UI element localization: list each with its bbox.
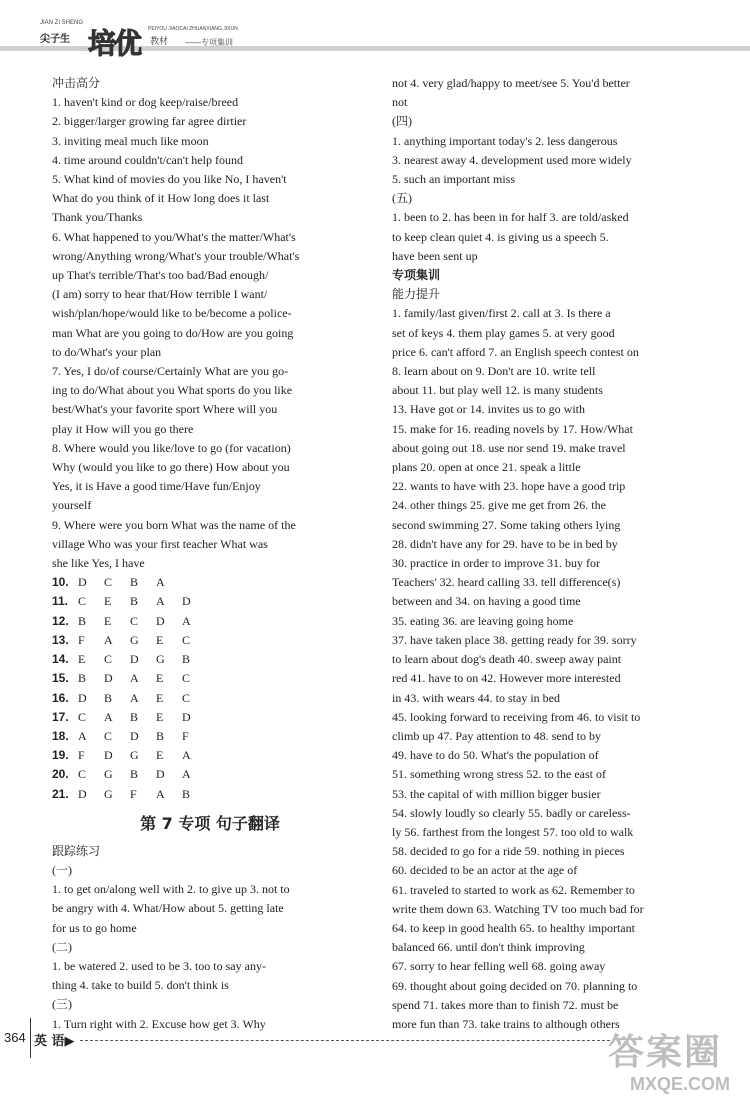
section-heading: 专项集训 bbox=[392, 268, 441, 283]
answer-line: 51. something wrong stress 52. to the east of bbox=[392, 767, 606, 782]
answer-letter: E bbox=[156, 748, 164, 763]
answer-line: not 4. very glad/happy to meet/see 5. You'd better bbox=[392, 76, 630, 90]
answer-key-row bbox=[52, 727, 368, 746]
answer-letter: B bbox=[182, 786, 191, 801]
answer-line: 37. have taken place 38. getting ready for 39. sorry bbox=[392, 632, 637, 647]
answer-line: 7. Yes, I do/of course/Certainly What are you go- bbox=[52, 364, 289, 379]
answer-letter: C bbox=[182, 690, 191, 705]
answer-letter: B bbox=[130, 594, 139, 609]
answer-line: she like Yes, I have bbox=[52, 556, 145, 571]
answer-line: climb up 47. Pay attention to 48. send to by bbox=[392, 728, 601, 743]
answer-letter: A bbox=[156, 575, 165, 590]
answer-line: plans 20. open at once 21. speak a little bbox=[392, 460, 581, 475]
answer-line: 5. What kind of movies do you like No, I haven't bbox=[52, 172, 287, 187]
answer-line: 1. haven't kind or dog keep/raise/breed bbox=[52, 95, 239, 110]
answer-letter: C bbox=[182, 671, 191, 686]
subject-label: 英 语▶ bbox=[34, 1034, 75, 1049]
section-heading: 跟踪练习 bbox=[52, 843, 101, 858]
answer-line: 61. traveled to started to work as 62. Remember to bbox=[392, 882, 635, 897]
answer-block bbox=[52, 880, 368, 938]
answer-letter: A bbox=[78, 728, 87, 743]
question-number: 13. bbox=[52, 632, 69, 647]
answer-line: 3. nearest away 4. development used more widely bbox=[392, 152, 632, 167]
answer-letter: D bbox=[78, 690, 87, 705]
answer-letter: E bbox=[104, 613, 112, 628]
answer-letter: D bbox=[78, 786, 87, 801]
answer-letter: F bbox=[130, 786, 137, 801]
answer-line: play it How will you go there bbox=[52, 421, 194, 436]
answer-letter: B bbox=[130, 767, 139, 782]
answer-line: 8. Where would you like/love to go (for vacation) bbox=[52, 440, 291, 455]
answer-line: 58. decided to go for a ride 59. nothing in pieces bbox=[392, 844, 625, 859]
answer-line: second swimming 27. Some taking others lying bbox=[392, 517, 621, 532]
answer-line: 28. didn't have any for 29. have to be in bed by bbox=[392, 536, 618, 551]
answer-line: 1. anything important today's 2. less dangerous bbox=[392, 133, 618, 148]
question-number: 15. bbox=[52, 671, 69, 686]
answer-line: 49. have to do 50. What's the population of bbox=[392, 748, 599, 763]
answer-line: to do/What's your plan bbox=[52, 344, 162, 359]
answer-line: 8. learn about on 9. Don't are 10. write tell bbox=[392, 364, 596, 379]
answer-key-table bbox=[52, 573, 368, 803]
answer-letter: C bbox=[78, 767, 87, 782]
answer-line: ing to do/What about you What sports do you like bbox=[52, 383, 293, 398]
question-number: 21. bbox=[52, 786, 69, 801]
answer-line: 60. decided to be an actor at the age of bbox=[392, 863, 578, 878]
answer-line: wish/plan/hope/would like to be/become a police- bbox=[52, 306, 292, 321]
answer-line: 5. such an important miss bbox=[392, 172, 515, 187]
answer-block bbox=[52, 957, 368, 995]
answer-letter: B bbox=[78, 671, 87, 686]
answer-line: balanced 66. until don't think improving bbox=[392, 940, 585, 955]
answer-line: village Who was your first teacher What was bbox=[52, 536, 268, 551]
answer-line: yourself bbox=[52, 498, 92, 513]
part-label: (一) bbox=[52, 862, 72, 877]
question-number: 10. bbox=[52, 575, 69, 590]
answer-line: in 43. with wears 44. to stay in bed bbox=[392, 690, 560, 705]
answer-letter: B bbox=[130, 575, 139, 590]
answer-line: 13. Have got or 14. invites us to go with bbox=[392, 402, 585, 417]
answer-line: 54. slowly loudly so clearly 55. badly or careless- bbox=[392, 805, 631, 820]
answer-line: write them down 63. Watching TV too much bad for bbox=[392, 901, 644, 916]
answer-letter: F bbox=[78, 632, 85, 647]
answer-key-row bbox=[52, 669, 368, 688]
answer-line: 30. practice in order to improve 31. buy for bbox=[392, 556, 600, 571]
answer-letter: D bbox=[182, 594, 191, 609]
answer-line: 1. to get on/along well with 2. to give up 3. not to bbox=[52, 882, 290, 897]
answer-line: 1. been to 2. has been in for half 3. are told/asked bbox=[392, 210, 629, 225]
answer-line: 45. looking forward to receiving from 46. to visit to bbox=[392, 709, 641, 724]
answer-letter: E bbox=[156, 690, 164, 705]
answer-line: about 11. but play well 12. is many students bbox=[392, 383, 603, 398]
footer-divider bbox=[30, 1018, 31, 1058]
part-label: (三) bbox=[52, 997, 72, 1012]
answer-line: man What are you going to do/How are you going bbox=[52, 325, 294, 340]
answer-letter: A bbox=[130, 671, 139, 686]
answer-letter: F bbox=[182, 728, 189, 743]
answer-key-row bbox=[52, 708, 368, 727]
right-column bbox=[392, 74, 708, 1034]
answer-line: thing 4. take to build 5. don't think is bbox=[52, 978, 229, 993]
answer-line: more fun than 73. take trains to although others bbox=[392, 1016, 620, 1031]
answer-letter: C bbox=[182, 632, 191, 647]
left-column bbox=[52, 74, 368, 1034]
answer-line: Why (would you like to go there) How about you bbox=[52, 460, 290, 475]
answer-line: ly 56. farthest from the longest 57. too old to walk bbox=[392, 824, 634, 839]
question-number: 20. bbox=[52, 767, 69, 782]
logo-tag: 教材 bbox=[150, 36, 169, 46]
answer-line: Yes, it is Have a good time/Have fun/Enjoy bbox=[52, 479, 261, 494]
answer-letter: A bbox=[182, 748, 191, 763]
watermark-url: MXQE.COM bbox=[630, 1074, 731, 1094]
answer-letter: B bbox=[156, 728, 165, 743]
answer-letter: C bbox=[104, 728, 113, 743]
logo-small-text: 尖子生 bbox=[40, 34, 70, 45]
page-header bbox=[0, 0, 750, 68]
chapter-title: 第 7 专项 句子翻译 bbox=[140, 813, 280, 833]
answer-letter: F bbox=[78, 748, 85, 763]
answer-letter: C bbox=[78, 594, 87, 609]
answer-line: best/What's your favorite sport Where will you bbox=[52, 402, 278, 417]
answer-line: Thank you/Thanks bbox=[52, 210, 143, 225]
answer-key-row bbox=[52, 631, 368, 650]
answer-letter: C bbox=[104, 575, 113, 590]
answer-letter: E bbox=[156, 671, 164, 686]
logo-big-text: 培优 bbox=[88, 27, 141, 60]
answer-letter: D bbox=[78, 575, 87, 590]
answer-key-row bbox=[52, 592, 368, 611]
answer-line: for us to go home bbox=[52, 920, 137, 935]
answer-letter: C bbox=[130, 613, 139, 628]
answer-line: Teachers' 32. heard calling 33. tell difference(s) bbox=[392, 575, 621, 590]
section-heading: 能力提升 bbox=[392, 287, 441, 302]
page-number: 364 bbox=[4, 1030, 26, 1045]
answer-block bbox=[392, 132, 708, 190]
answer-key-row bbox=[52, 573, 368, 592]
answer-letter: D bbox=[156, 767, 165, 782]
answer-letter: A bbox=[182, 767, 191, 782]
answer-letter: G bbox=[104, 767, 113, 782]
answer-key-row bbox=[52, 765, 368, 784]
answer-line: 3. inviting meal much like moon bbox=[52, 133, 209, 148]
answer-key-row bbox=[52, 650, 368, 669]
answer-line: between and 34. on having a good time bbox=[392, 594, 581, 609]
answer-block bbox=[392, 208, 708, 266]
answer-letter: D bbox=[104, 748, 113, 763]
answer-line: wrong/Anything wrong/What's your trouble/What's bbox=[52, 248, 300, 263]
part-label: (五) bbox=[392, 191, 412, 206]
logo-subtitle: ——专项集训 bbox=[185, 38, 233, 47]
answer-line: about going out 18. use nor send 19. make travel bbox=[392, 440, 626, 455]
answer-letter: D bbox=[130, 652, 139, 667]
question-number: 11. bbox=[52, 594, 69, 609]
answer-line: 9. Where were you born What was the name of the bbox=[52, 517, 296, 532]
answer-line: What do you think of it How long does it last bbox=[52, 191, 270, 206]
answer-letter: B bbox=[78, 613, 87, 628]
answer-letter: A bbox=[104, 632, 113, 647]
answer-line: be angry with 4. What/How about 5. getting late bbox=[52, 901, 284, 916]
question-number: 16. bbox=[52, 690, 69, 705]
answer-line: spend 71. takes more than to finish 72. must be bbox=[392, 997, 619, 1012]
answer-line: up That's terrible/That's too bad/Bad enough/ bbox=[52, 268, 269, 283]
answer-key-row bbox=[52, 612, 368, 631]
answer-line: 1. Turn right with 2. Excuse how get 3. Why bbox=[52, 1016, 266, 1031]
answer-line: 35. eating 36. are leaving going home bbox=[392, 613, 574, 628]
part-label: (二) bbox=[52, 939, 72, 954]
answer-letter: C bbox=[104, 652, 113, 667]
answer-letter: G bbox=[104, 786, 113, 801]
answer-block bbox=[392, 304, 708, 1034]
question-number: 18. bbox=[52, 728, 69, 743]
answer-line: (I am) sorry to hear that/How terrible I want/ bbox=[52, 287, 268, 302]
answer-line: 1. family/last given/first 2. call at 3. Is there a bbox=[392, 306, 611, 321]
answer-letter: G bbox=[130, 748, 139, 763]
answer-line: to learn about dog's death 40. sweep away paint bbox=[392, 652, 622, 667]
answer-letter: G bbox=[156, 652, 165, 667]
answer-line: have been sent up bbox=[392, 248, 478, 263]
answer-letter: A bbox=[182, 613, 191, 628]
part-label: (四) bbox=[392, 114, 412, 129]
logo-pinyin-big: PEIYOU JIAOCAI ZHUANXIANG JIXUN bbox=[148, 26, 238, 32]
answer-line: 4. time around couldn't/can't help found bbox=[52, 152, 243, 167]
question-number: 19. bbox=[52, 748, 69, 763]
answer-letter: B bbox=[130, 709, 139, 724]
answer-line: not bbox=[392, 95, 408, 110]
answer-letter: A bbox=[156, 594, 165, 609]
answer-letter: G bbox=[130, 632, 139, 647]
answer-letter: E bbox=[78, 652, 86, 667]
answer-key-row bbox=[52, 689, 368, 708]
section-heading: 冲击高分 bbox=[52, 76, 101, 90]
answer-line: 69. thought about going decided on 70. planning to bbox=[392, 978, 638, 993]
answer-letter: D bbox=[104, 671, 113, 686]
answer-key-row bbox=[52, 785, 368, 804]
answer-letter: A bbox=[104, 709, 113, 724]
answer-line: 2. bigger/larger growing far agree dirtier bbox=[52, 114, 247, 129]
logo-pinyin-small: JIAN ZI SHENG bbox=[40, 20, 84, 26]
answer-line: red 41. have to on 42. However more interested bbox=[392, 671, 621, 686]
answer-letter: B bbox=[182, 652, 191, 667]
question-number: 17. bbox=[52, 709, 69, 724]
answer-block bbox=[392, 74, 708, 112]
question-number: 12. bbox=[52, 613, 69, 628]
answer-letter: D bbox=[130, 728, 139, 743]
answer-line: set of keys 4. them play games 5. at very good bbox=[392, 325, 615, 340]
answer-letter: A bbox=[130, 690, 139, 705]
answer-letter: B bbox=[104, 690, 113, 705]
answer-line: 53. the capital of with million bigger busier bbox=[392, 786, 601, 801]
answer-line: 15. make for 16. reading novels by 17. How/What bbox=[392, 421, 633, 436]
answer-line: price 6. can't afford 7. an English speech contest on bbox=[392, 344, 639, 359]
answer-letter: A bbox=[156, 786, 165, 801]
answer-line: 24. other things 25. give me get from 26. the bbox=[392, 498, 606, 513]
answer-letter: D bbox=[182, 709, 191, 724]
answer-letter: E bbox=[156, 632, 164, 647]
answer-line: 6. What happened to you/What's the matter/What's bbox=[52, 229, 296, 244]
watermark-logo: 答案圈 bbox=[608, 1032, 723, 1073]
answer-letter: C bbox=[78, 709, 87, 724]
footer-dash-line bbox=[80, 1040, 620, 1041]
answer-line: 22. wants to have with 23. hope have a good trip bbox=[392, 479, 626, 494]
answer-letter: D bbox=[156, 613, 165, 628]
answer-line: 1. be watered 2. used to be 3. too to say any- bbox=[52, 958, 266, 973]
page-footer bbox=[0, 1018, 750, 1113]
answer-block bbox=[52, 93, 368, 573]
answer-line: 67. sorry to hear felling well 68. going away bbox=[392, 959, 606, 974]
question-number: 14. bbox=[52, 652, 69, 667]
answer-line: to keep clean quiet 4. is giving us a speech 5. bbox=[392, 229, 609, 244]
answer-key-row bbox=[52, 746, 368, 765]
answer-letter: E bbox=[156, 709, 164, 724]
answer-line: 64. to keep in good health 65. to healthy important bbox=[392, 920, 635, 935]
answer-letter: E bbox=[104, 594, 112, 609]
